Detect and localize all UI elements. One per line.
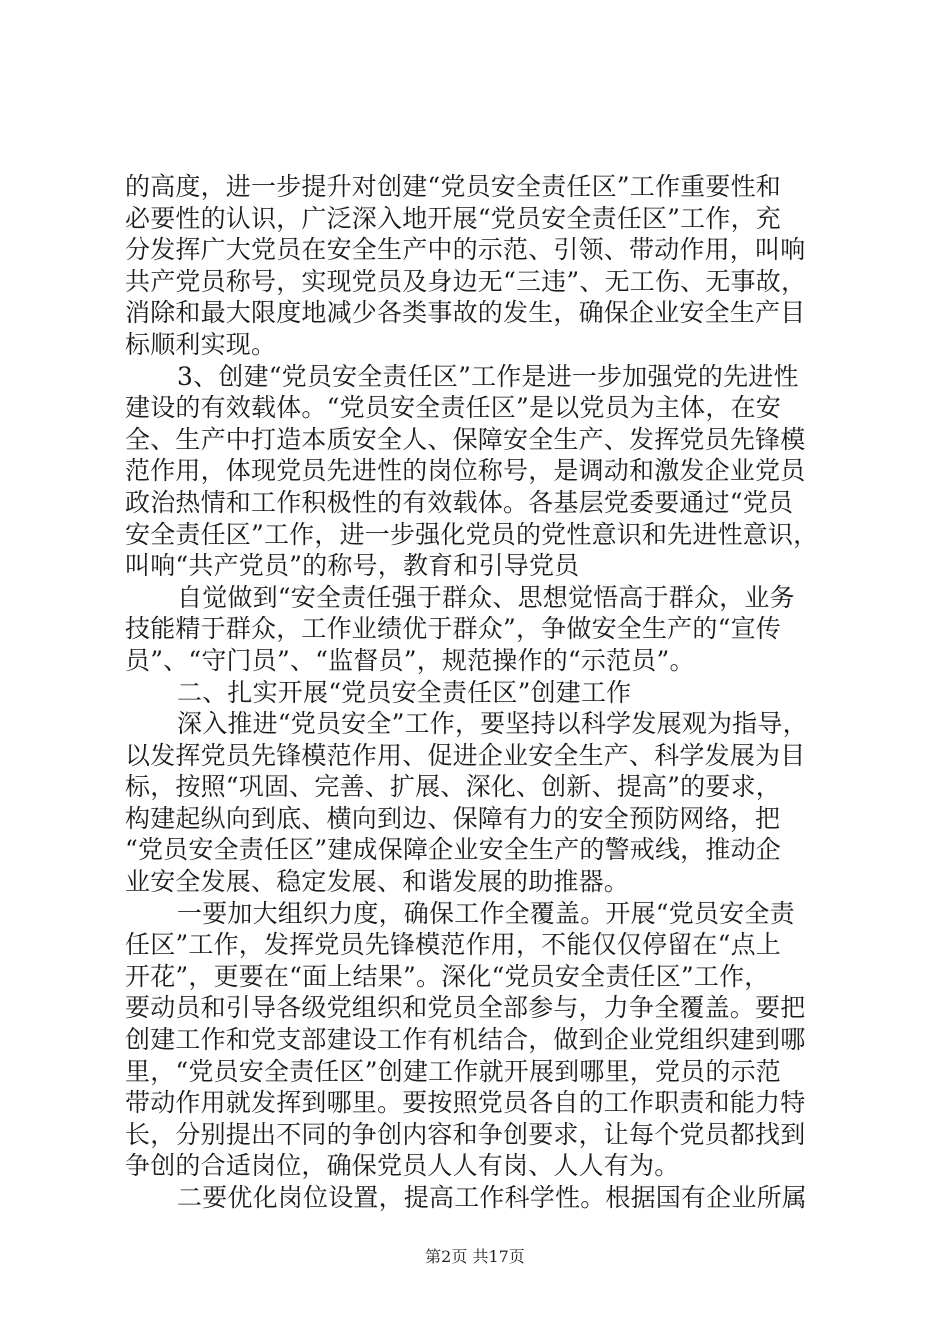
text-line: 安全责任区”工作，进一步强化党员的党性意识和先进性意识，	[125, 519, 819, 549]
text-line: 一要加大组织力度，确保工作全覆盖。开展“党员安全责	[177, 898, 795, 928]
document-body	[125, 171, 835, 1214]
text-line: 消除和最大限度地减少各类事故的发生，确保企业安全生产目	[125, 298, 806, 328]
text-line: 要动员和引导各级党组织和党员全部参与，力争全覆盖。要把	[125, 993, 806, 1023]
text-line: 长，分别提出不同的争创内容和争创要求，让每个党员都找到	[125, 1119, 806, 1149]
text-line: 范作用，体现党员先进性的岗位称号，是调动和激发企业党员	[125, 456, 806, 486]
text-line: 技能精于群众，工作业绩优于群众”，争做安全生产的“宣传	[125, 614, 781, 644]
text-line: 建设的有效载体。“党员安全责任区”是以党员为主体，在安	[125, 393, 781, 423]
text-line: 任区”工作，发挥党员先锋模范作用，不能仅仅停留在“点上	[125, 930, 781, 960]
text-line: 带动作用就发挥到哪里。要按照党员各自的工作职责和能力特	[125, 1088, 806, 1118]
text-line: 里，“党员安全责任区”创建工作就开展到哪里，党员的示范	[125, 1056, 781, 1086]
text-line: 共产党员称号，实现党员及身边无“三违”、无工伤、无事故，	[125, 266, 807, 296]
text-line: 标，按照“巩固、完善、扩展、深化、创新、提高”的要求，	[125, 772, 781, 802]
page-footer: 第2页 共17页	[425, 1247, 525, 1266]
text-line: 业安全发展、稳定发展、和谐发展的助推器。	[125, 867, 630, 897]
text-line: 必要性的认识，广泛深入地开展“党员安全责任区”工作，充	[125, 203, 781, 233]
text-line: 创建工作和党支部建设工作有机结合，做到企业党组织建到哪	[125, 1025, 806, 1055]
text-line: “党员安全责任区”建成保障企业安全生产的警戒线，推动企	[125, 835, 781, 865]
text-line: 政治热情和工作积极性的有效载体。各基层党委要通过“党员	[125, 487, 794, 517]
text-line: 二要优化岗位设置，提高工作科学性。根据国有企业所属	[177, 1183, 808, 1212]
text-line: 标顺利实现。	[125, 329, 277, 359]
text-line: 员”、“守门员”、“监督员”，规范操作的“示范员”。	[125, 645, 695, 675]
text-line: 全、生产中打造本质安全人、保障安全生产、发挥党员先锋模	[125, 424, 806, 454]
text-line: 自觉做到“安全责任强于群众、思想觉悟高于群众，业务	[177, 582, 795, 612]
text-line: 深入推进“党员安全”工作，要坚持以科学发展观为指导，	[177, 709, 808, 739]
text-line: 分发挥广大党员在安全生产中的示范、引领、带动作用，叫响	[125, 235, 806, 265]
text-line: 构建起纵向到底、横向到边、保障有力的安全预防网络，把	[125, 803, 781, 833]
text-line: 3、创建“党员安全责任区”工作是进一步加强党的先进性	[177, 361, 799, 391]
text-line: 的高度，进一步提升对创建“党员安全责任区”工作重要性和	[125, 172, 781, 201]
text-line: 开花”，更要在“面上结果”。深化“党员安全责任区”工作，	[125, 961, 770, 991]
text-line: 以发挥党员先锋模范作用、促进企业安全生产、科学发展为目	[125, 740, 806, 770]
text-line: 叫响“共产党员”的称号，教育和引导党员	[125, 551, 580, 581]
text-line: 二、扎实开展“党员安全责任区”创建工作	[177, 677, 632, 707]
text-line: 争创的合适岗位，确保党员人人有岗、人人有为。	[125, 1151, 680, 1181]
